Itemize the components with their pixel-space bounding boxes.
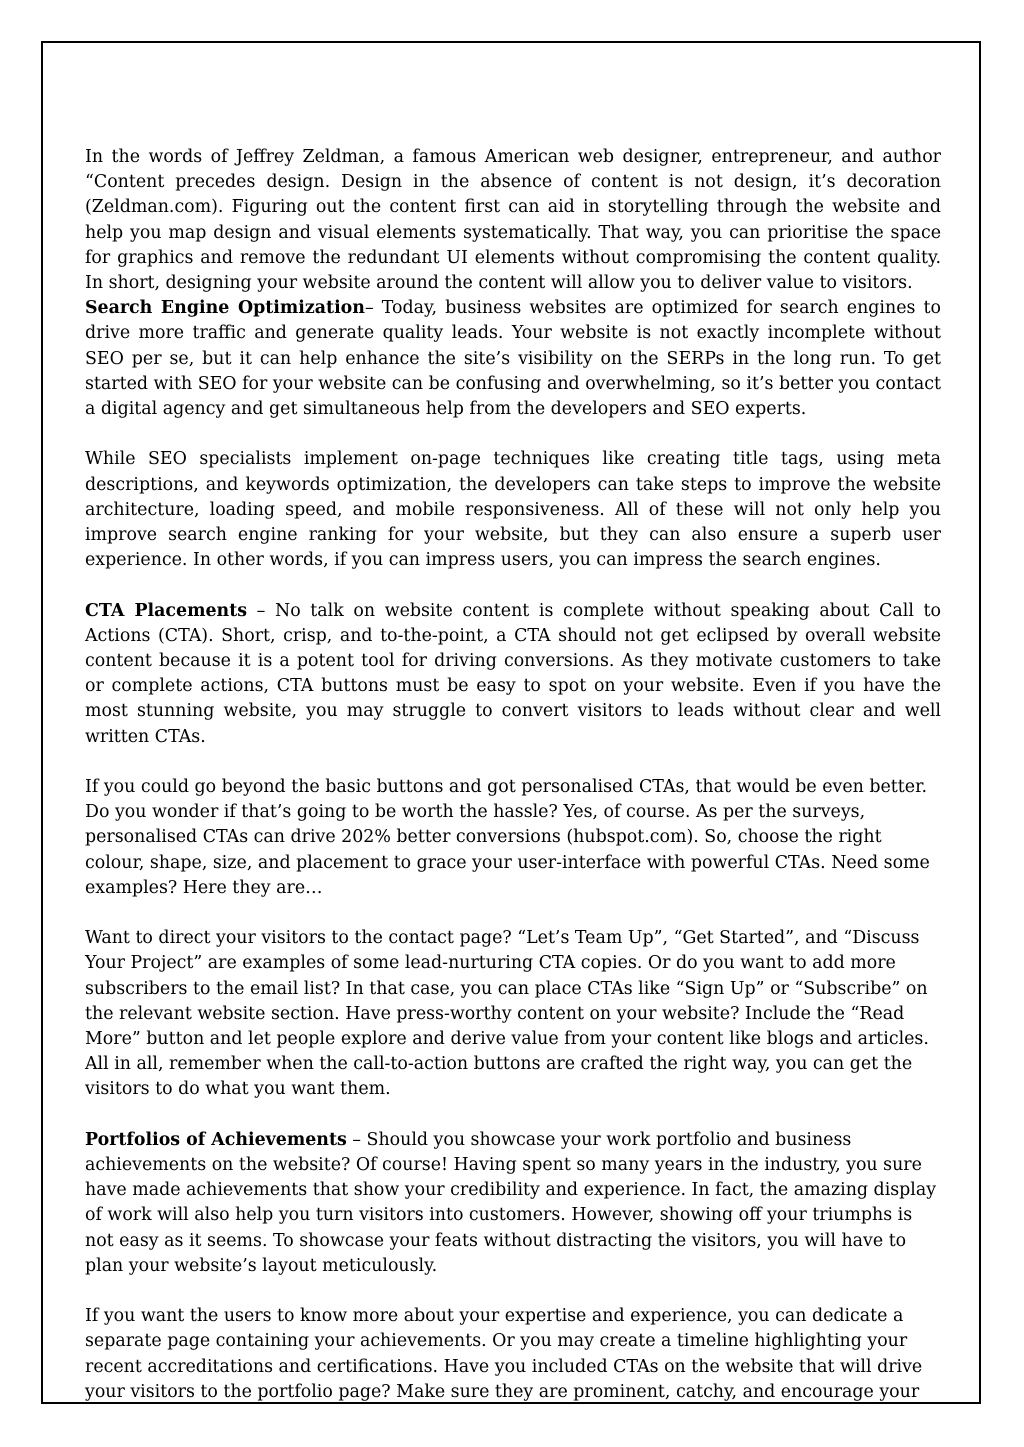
paragraph-seo [85,296,941,422]
paragraph-text: If you want the users to know more about your expertise and experience, you can dedicate a separate page containing your achievements. Or you may create a timeline highlighting your recent accreditations and certifications. Have you included CTAs on the website that will drive your visitors to the portfolio page? Make sure they are prominent, catchy, and encourage your [85,1306,923,1402]
paragraph-text: – Should you showcase your work portfolio and business achievements on the website? Of course! Having spent so many years in the industry, you sure have made achievements that show your credibility and experience. In fact, the amazing display of work will also help you turn visitors into customers. However, showing off your triumphs is not easy as it seems. To showcase your feats without distracting the visitors, you will have to plan your website’s layout meticulously. [85,1129,937,1276]
paragraph-expertise [85,1304,941,1404]
paragraph-text: – No talk on website content is complete without speaking about Call to Actions (CTA). Short, crisp, and to-the-point, a CTA should not get eclipsed by overall website content because it is a potent tool for driving conversions. As they motivate customers to take or complete actions, CTA buttons must be easy to spot on your website. Even if you have the most stunning website, you may struggle to convert visitors to leads without clear and well written CTAs. [85,600,941,747]
paragraph-text: In the words of Jeffrey Zeldman, a famous American web designer, entrepreneur, and author “Content precedes design. Design in the absence of content is not design, it’s decoration (Zeldman.com). Figuring out the content first can aid in storytelling through the website and help you map design and visual elements systematically. That way, you can prioritise the space for graphics and remove the redundant UI elements without compromising the content quality. In short, designing your website around the content will allow you to deliver value to visitors. [85,147,941,294]
paragraph-text: While SEO specialists implement on-page techniques like creating title tags, using meta descriptions, and keywords optimization, the developers can take steps to improve the website architecture, loading speed, and mobile responsiveness. All of these will not only help you improve search engine ranking for your website, but they can also ensure a superb user experience. In other words, if you can impress users, you can impress the search engines. [85,449,941,571]
paragraph-cta [85,599,941,750]
paragraph-personalised-cta [85,775,941,901]
paragraph-text: If you could go beyond the basic buttons and got personalised CTAs, that would be even better. Do you wonder if that’s going to be worth the hassle? Yes, of course. As per the surveys, personalised CTAs can drive 202% better conversions (hubspot.com). So, choose the right colour, shape, size, and placement to grace your user-interface with powerful CTAs. Need some examples? Here they are… [85,777,930,898]
section-heading-cta: CTA Placements [85,600,248,621]
paragraph-cta-examples [85,926,941,1102]
document-body [85,145,941,1404]
paragraph-portfolio [85,1128,941,1279]
paragraph-intro [85,145,941,296]
section-heading-portfolio: Portfolios of Achievements [85,1129,347,1150]
section-heading-seo: Search Engine Optimization [85,298,365,319]
paragraph-seo-specialists [85,447,941,573]
paragraph-text: – Today, business websites are optimized for search engines to drive more traffic and generate quality leads. Your website is not exactly incomplete without SEO per se, but it can help enhance the site’s visibility on the SERPs in the long run. To get started with SEO for your website can be confusing and overwhelming, so it’s better you contact a digital agency and get simultaneous help from the developers and SEO experts. [85,298,941,420]
page-frame [41,41,981,1404]
paragraph-text: Want to direct your visitors to the contact page? “Let’s Team Up”, “Get Started”, and “Discuss Your Project” are examples of some lead-nurturing CTA copies. Or do you want to add more subscribers to the email list? In that case, you can place CTAs like “Sign Up” or “Subscribe” on the relevant website section. Have press-worthy content on your website? Include the “Read More” button and let people explore and derive value from your content like blogs and articles. All in all, remember when the call-to-action buttons are crafted the right way, you can get the visitors to do what you want them. [85,928,929,1100]
